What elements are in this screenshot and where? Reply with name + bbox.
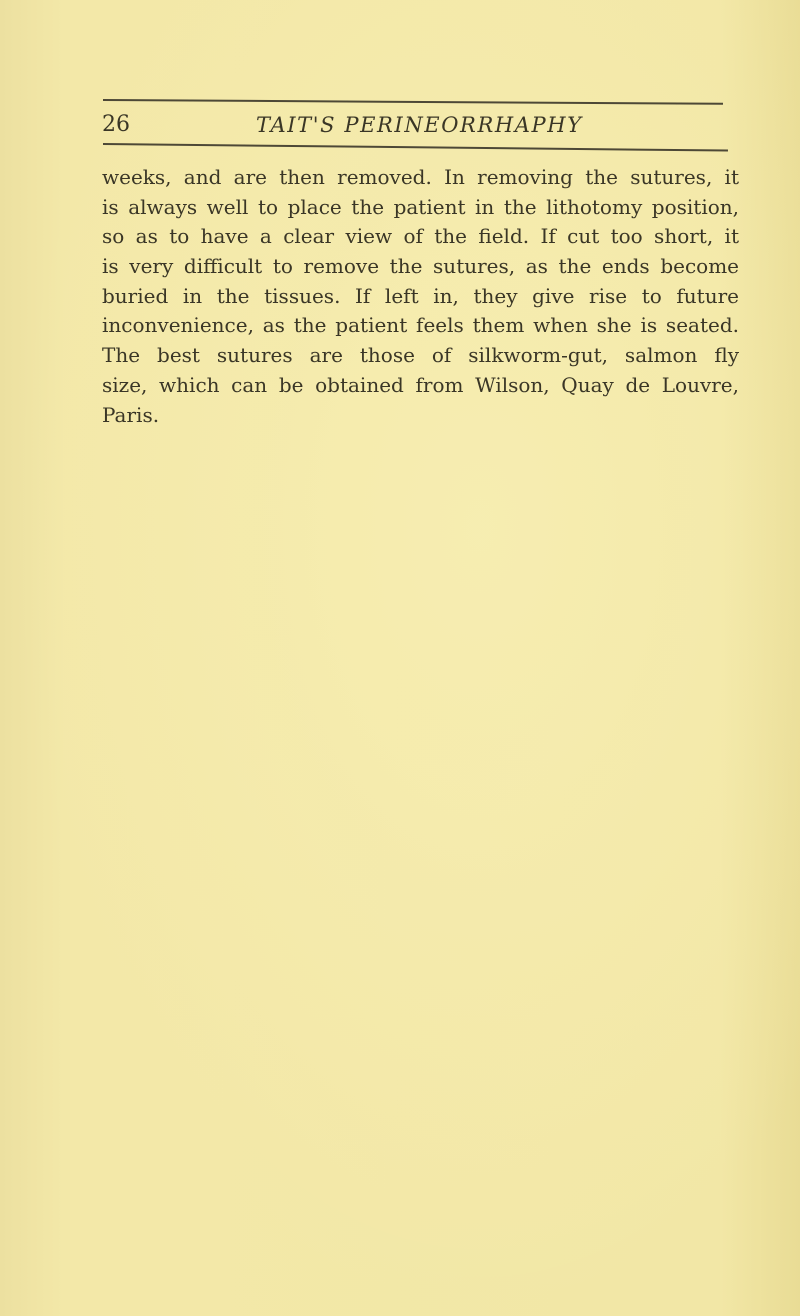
header-bottom-rule <box>103 143 728 152</box>
running-head: TAIT'S PERINEORRHAPHY <box>256 113 583 137</box>
text-line: The best sutures are those of silkworm-gut, salmon fly <box>102 343 739 368</box>
header-top-rule <box>103 99 723 105</box>
text-line: is very difficult to remove the sutures, as the ends become <box>102 254 739 279</box>
text-line: so as to have a clear view of the field. If cut too short, it <box>102 224 739 249</box>
page-header <box>102 110 732 144</box>
text-line: is always well to place the patient in the lithotomy position, <box>102 194 739 219</box>
text-line: Paris. <box>102 402 160 427</box>
page-number: 26 <box>102 112 130 137</box>
text-line: inconvenience, as the patient feels them when she is seated. <box>102 313 739 338</box>
text-line: weeks, and are then removed. In removing the sutures, it <box>102 165 739 189</box>
body-paragraph <box>102 163 742 430</box>
text-line: size, which can be obtained from Wilson, Quay de Louvre, <box>102 372 739 397</box>
text-line: buried in the tissues. If left in, they give rise to future <box>102 283 739 308</box>
